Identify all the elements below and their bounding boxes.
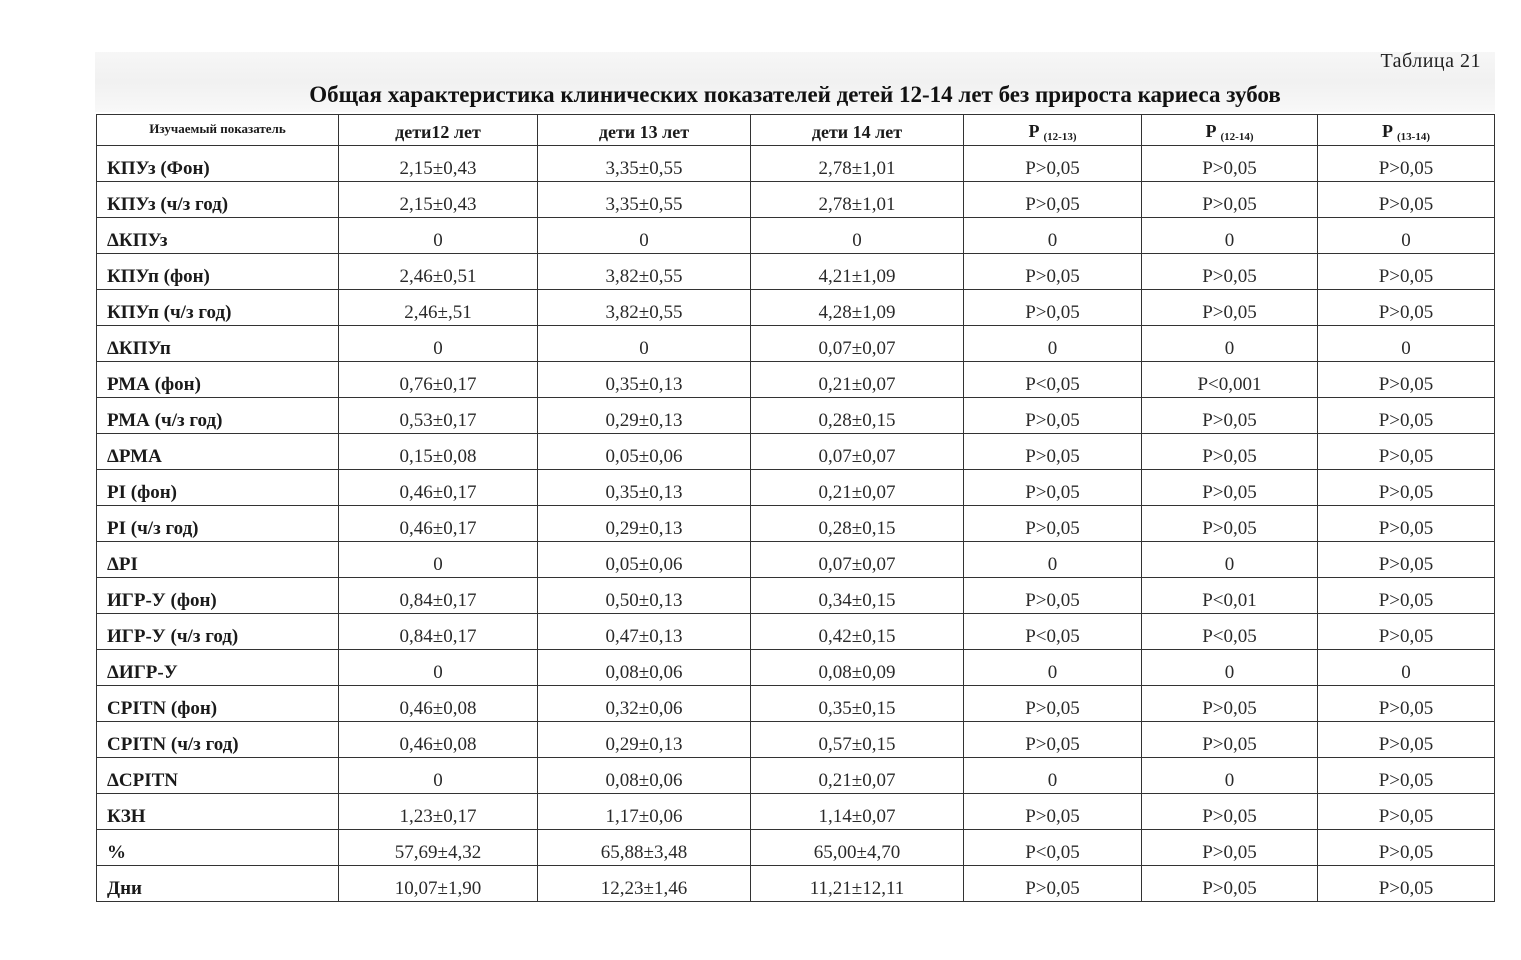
table-cell: 0,08±0,06 xyxy=(538,758,751,794)
table-cell: 0,07±0,07 xyxy=(751,326,964,362)
column-header: дети 13 лет xyxy=(538,115,751,146)
table-cell: Р>0,05 xyxy=(1318,830,1495,866)
row-label: КПУз (Фон) xyxy=(97,146,339,182)
table-row xyxy=(97,326,1495,362)
row-label: ИГР-У (фон) xyxy=(97,578,339,614)
table-cell: 0,84±0,17 xyxy=(339,614,538,650)
row-label: ΔPI xyxy=(97,542,339,578)
row-label: ИГР-У (ч/з год) xyxy=(97,614,339,650)
row-label: ΔИГР-У xyxy=(97,650,339,686)
table-cell: 65,88±3,48 xyxy=(538,830,751,866)
row-label: Дни xyxy=(97,866,339,902)
table-cell: 0,21±0,07 xyxy=(751,470,964,506)
row-label: КЗН xyxy=(97,794,339,830)
table-cell: 3,82±0,55 xyxy=(538,290,751,326)
table-cell: 3,35±0,55 xyxy=(538,146,751,182)
table-cell: Р>0,05 xyxy=(1318,542,1495,578)
table-cell: Р<0,05 xyxy=(1142,614,1318,650)
table-cell: 1,23±0,17 xyxy=(339,794,538,830)
table-row xyxy=(97,830,1495,866)
table-cell: 0,15±0,08 xyxy=(339,434,538,470)
table-cell: 0,21±0,07 xyxy=(751,758,964,794)
table-cell: Р>0,05 xyxy=(1318,794,1495,830)
table-cell: 0 xyxy=(339,542,538,578)
table-cell: Р>0,05 xyxy=(1318,578,1495,614)
table-cell: 2,46±0,51 xyxy=(339,254,538,290)
table-cell: 0,28±0,15 xyxy=(751,506,964,542)
table-cell: Р>0,05 xyxy=(1318,470,1495,506)
table-cell: Р>0,05 xyxy=(964,254,1142,290)
table-cell: 0,53±0,17 xyxy=(339,398,538,434)
table-cell: Р<0,05 xyxy=(964,362,1142,398)
table-cell: 4,28±1,09 xyxy=(751,290,964,326)
table-cell: Р>0,05 xyxy=(964,182,1142,218)
table-cell: 0 xyxy=(1318,218,1495,254)
row-label: ΔКПУп xyxy=(97,326,339,362)
table-cell: 0,05±0,06 xyxy=(538,434,751,470)
table-body xyxy=(97,146,1495,902)
row-label: КПУп (ч/з год) xyxy=(97,290,339,326)
table-cell: 0 xyxy=(964,542,1142,578)
table-cell: 0 xyxy=(1142,218,1318,254)
column-header: дети12 лет xyxy=(339,115,538,146)
table-cell: Р>0,05 xyxy=(1318,398,1495,434)
table-cell: Р>0,05 xyxy=(1318,866,1495,902)
table-cell: Р>0,05 xyxy=(964,686,1142,722)
table-row xyxy=(97,470,1495,506)
table-cell: Р>0,05 xyxy=(964,290,1142,326)
table-row xyxy=(97,290,1495,326)
table-cell: 0 xyxy=(1142,542,1318,578)
table-cell: Р>0,05 xyxy=(1142,722,1318,758)
table-cell: Р>0,05 xyxy=(964,722,1142,758)
table-cell: Р<0,001 xyxy=(1142,362,1318,398)
table-cell: 0,35±0,13 xyxy=(538,362,751,398)
table-cell: Р>0,05 xyxy=(1142,146,1318,182)
table-cell: 0 xyxy=(1142,326,1318,362)
table-cell: Р>0,05 xyxy=(1142,434,1318,470)
table-cell: Р>0,05 xyxy=(1142,290,1318,326)
table-cell: 0 xyxy=(339,326,538,362)
column-header: Р $_{(13-14)}$ xyxy=(1318,115,1495,146)
table-row xyxy=(97,650,1495,686)
table-cell: 0,50±0,13 xyxy=(538,578,751,614)
table-cell: Р>0,05 xyxy=(1142,866,1318,902)
table-cell: 4,21±1,09 xyxy=(751,254,964,290)
table-cell: 0,07±0,07 xyxy=(751,434,964,470)
table-row xyxy=(97,866,1495,902)
row-label: PI (ч/з год) xyxy=(97,506,339,542)
table-cell: 0,76±0,17 xyxy=(339,362,538,398)
table-cell: Р<0,05 xyxy=(964,830,1142,866)
row-label: ΔCPITN xyxy=(97,758,339,794)
table-cell: 0,32±0,06 xyxy=(538,686,751,722)
table-cell: 2,15±0,43 xyxy=(339,182,538,218)
row-label: % xyxy=(97,830,339,866)
table-cell: 65,00±4,70 xyxy=(751,830,964,866)
table-cell: Р>0,05 xyxy=(1318,506,1495,542)
table-cell: 0 xyxy=(339,650,538,686)
table-cell: 0 xyxy=(1142,758,1318,794)
table-row xyxy=(97,686,1495,722)
table-cell: 0,29±0,13 xyxy=(538,398,751,434)
table-cell: 0,46±0,08 xyxy=(339,686,538,722)
table-cell: 2,46±,51 xyxy=(339,290,538,326)
table-row xyxy=(97,362,1495,398)
table-cell: Р>0,05 xyxy=(964,398,1142,434)
table-cell: 0 xyxy=(339,218,538,254)
table-cell: 0,57±0,15 xyxy=(751,722,964,758)
table-cell: 0,46±0,08 xyxy=(339,722,538,758)
row-label: ΔКПУз xyxy=(97,218,339,254)
header-row xyxy=(97,115,1495,146)
table-row xyxy=(97,398,1495,434)
table-cell: 0 xyxy=(964,326,1142,362)
table-cell: 0 xyxy=(339,758,538,794)
table-cell: 0,21±0,07 xyxy=(751,362,964,398)
table-cell: Р>0,05 xyxy=(1318,182,1495,218)
table-row xyxy=(97,254,1495,290)
row-label: PI (фон) xyxy=(97,470,339,506)
table-cell: 0,29±0,13 xyxy=(538,722,751,758)
table-cell: Р>0,05 xyxy=(1142,398,1318,434)
table-cell: 3,82±0,55 xyxy=(538,254,751,290)
table-cell: 3,35±0,55 xyxy=(538,182,751,218)
table-cell: 0,05±0,06 xyxy=(538,542,751,578)
table-cell: Р>0,05 xyxy=(1142,830,1318,866)
table-cell: Р>0,05 xyxy=(964,506,1142,542)
table-cell: Р>0,05 xyxy=(1142,794,1318,830)
table-cell: 0 xyxy=(964,650,1142,686)
table-title: Общая характеристика клинических показателей детей 12-14 лет без прироста кариеса зубов xyxy=(309,82,1281,107)
table-cell: Р>0,05 xyxy=(1318,614,1495,650)
table-cell: 0,08±0,06 xyxy=(538,650,751,686)
table-cell: 0,42±0,15 xyxy=(751,614,964,650)
table-cell: Р>0,05 xyxy=(964,866,1142,902)
table-cell: 0 xyxy=(1318,650,1495,686)
row-label: РМА (ч/з год) xyxy=(97,398,339,434)
table-cell: 2,78±1,01 xyxy=(751,146,964,182)
table-cell: Р>0,05 xyxy=(1142,182,1318,218)
column-header: Изучаемый показатель xyxy=(97,115,339,146)
table-cell: Р>0,05 xyxy=(1318,686,1495,722)
column-header: Р $_{(12-13)}$ xyxy=(964,115,1142,146)
table-cell: Р>0,05 xyxy=(1142,506,1318,542)
column-header: дети 14 лет xyxy=(751,115,964,146)
table-row xyxy=(97,542,1495,578)
table-cell: 0 xyxy=(538,326,751,362)
table-cell: Р>0,05 xyxy=(1318,434,1495,470)
table-number: Таблица 21 xyxy=(1380,50,1481,72)
table-cell: 0,08±0,09 xyxy=(751,650,964,686)
table-cell: 2,15±0,43 xyxy=(339,146,538,182)
table-row xyxy=(97,218,1495,254)
table-cell: Р>0,05 xyxy=(1318,722,1495,758)
table-cell: 0,34±0,15 xyxy=(751,578,964,614)
table-cell: Р>0,05 xyxy=(1142,686,1318,722)
table-row xyxy=(97,182,1495,218)
table-row xyxy=(97,434,1495,470)
table-cell: 0 xyxy=(964,218,1142,254)
table-cell: 1,14±0,07 xyxy=(751,794,964,830)
table-row xyxy=(97,146,1495,182)
table-cell: Р>0,05 xyxy=(1142,470,1318,506)
table-cell: 1,17±0,06 xyxy=(538,794,751,830)
table-cell: Р>0,05 xyxy=(964,434,1142,470)
table-cell: Р>0,05 xyxy=(964,470,1142,506)
table-cell: Р>0,05 xyxy=(1318,362,1495,398)
row-label: ΔРМА xyxy=(97,434,339,470)
column-header: Р $_{(12-14)}$ xyxy=(1142,115,1318,146)
table-cell: Р>0,05 xyxy=(964,146,1142,182)
table-row xyxy=(97,614,1495,650)
table-cell: 0,35±0,15 xyxy=(751,686,964,722)
table-row xyxy=(97,794,1495,830)
row-label: КПУз (ч/з год) xyxy=(97,182,339,218)
table-cell: 0,35±0,13 xyxy=(538,470,751,506)
clinical-indicators-table xyxy=(96,114,1495,902)
table-row xyxy=(97,722,1495,758)
table-row xyxy=(97,506,1495,542)
table-cell: 0,29±0,13 xyxy=(538,506,751,542)
row-label: CPITN (ч/з год) xyxy=(97,722,339,758)
row-label: РМА (фон) xyxy=(97,362,339,398)
table-cell: 11,21±12,11 xyxy=(751,866,964,902)
table-cell: 0,28±0,15 xyxy=(751,398,964,434)
table-cell: Р>0,05 xyxy=(1142,254,1318,290)
table-cell: Р<0,01 xyxy=(1142,578,1318,614)
table-cell: 0,46±0,17 xyxy=(339,506,538,542)
table-cell: 0,07±0,07 xyxy=(751,542,964,578)
table-cell: 12,23±1,46 xyxy=(538,866,751,902)
table-cell: Р>0,05 xyxy=(964,578,1142,614)
table-cell: 0 xyxy=(1318,326,1495,362)
table-cell: Р>0,05 xyxy=(1318,290,1495,326)
table-cell: 0 xyxy=(538,218,751,254)
table-cell: 0 xyxy=(751,218,964,254)
row-label: КПУп (фон) xyxy=(97,254,339,290)
table-cell: 0,84±0,17 xyxy=(339,578,538,614)
table-cell: 0,47±0,13 xyxy=(538,614,751,650)
table-row xyxy=(97,578,1495,614)
table-cell: Р>0,05 xyxy=(1318,146,1495,182)
table-cell: 2,78±1,01 xyxy=(751,182,964,218)
table-cell: 0 xyxy=(964,758,1142,794)
table-row xyxy=(97,758,1495,794)
table-cell: Р>0,05 xyxy=(964,794,1142,830)
table-cell: Р<0,05 xyxy=(964,614,1142,650)
row-label: CPITN (фон) xyxy=(97,686,339,722)
table-cell: Р>0,05 xyxy=(1318,758,1495,794)
table-cell: 0,46±0,17 xyxy=(339,470,538,506)
table-cell: Р>0,05 xyxy=(1318,254,1495,290)
table-cell: 0 xyxy=(1142,650,1318,686)
table-cell: 57,69±4,32 xyxy=(339,830,538,866)
table-cell: 10,07±1,90 xyxy=(339,866,538,902)
